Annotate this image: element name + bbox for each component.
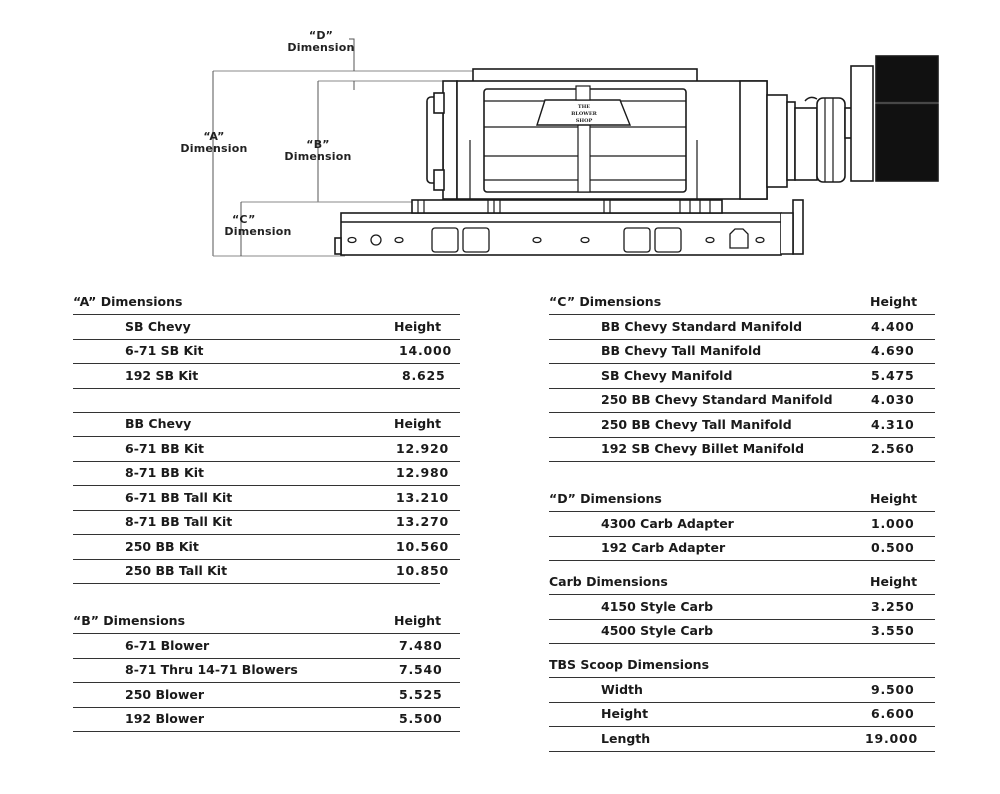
dimension-c-label: “C” Dimension [224,213,292,238]
tbs-scoop-title-row [549,653,935,678]
table-row: SB Chevy Manifold 5.475 [549,364,935,389]
dimension-b-label: “B” Dimension [284,138,352,163]
a-dimensions-table [73,290,460,590]
drive-pulley-lower [876,104,938,181]
svg-text:THE: THE [577,104,591,110]
table-row: BB Chevy Tall Manifold 4.690 [549,339,935,364]
drive-pulley-upper [876,56,938,102]
height-column-header: Height [394,416,442,431]
d-dimensions-title: “D” Dimensions [549,491,662,506]
sb-chevy-header-row [73,315,460,340]
manifold-base [341,213,781,255]
table-row: 4500 Style Carb 3.550 [549,619,935,644]
intake-port [432,228,458,252]
blower-front-plate [443,81,457,199]
intake-port [624,228,650,252]
manifold-end-plate [793,200,803,254]
table-row: 6-71 BB Kit 12.920 [73,437,460,462]
intake-port [655,228,681,252]
height-column-header: Height [394,318,442,334]
height-column-header: Height [394,613,442,628]
spacer-plate [412,200,722,213]
svg-text:SHOP: SHOP [575,118,593,124]
carb-dimensions-table [549,570,935,645]
table-row: BB Chevy Standard Manifold 4.400 [549,315,935,340]
table-row: 6-71 SB Kit 14.000 [73,339,460,364]
sb-chevy-header: SB Chevy [125,318,191,334]
svg-text:BLOWER: BLOWER [571,111,597,117]
blower-side-view-drawing [0,0,1000,270]
height-column-header: Height [870,294,918,309]
blower-rear-plate [740,81,767,199]
table-row: Length 19.000 [549,727,935,752]
idler-pulley [817,98,845,182]
carb-dimensions-title: Carb Dimensions [549,574,668,589]
height-column-header: Height [870,491,918,506]
table-row: 250 Blower 5.525 [73,683,460,708]
a-dimensions-title-row [73,290,460,315]
table-row: 8-71 BB Tall Kit 13.270 [73,510,460,535]
c-dimensions-title: “C” Dimensions [549,294,662,309]
table-row: 250 BB Kit 10.560 [73,535,460,560]
table-row: Height 6.600 [549,702,935,727]
tbs-scoop-dimensions-table [549,653,935,753]
d-dimensions-table [549,487,935,562]
b-dimensions-title: “B” Dimensions [73,613,186,628]
table-row: 250 BB Chevy Standard Manifold 4.030 [549,388,935,413]
table-row: 8-71 BB Kit 12.980 [73,461,460,486]
c-dimensions-title-row [549,290,935,315]
table-row: 192 Blower 5.500 [73,707,460,732]
table-row: 192 SB Chevy Billet Manifold 2.560 [549,437,935,462]
table-row: 192 SB Kit 8.625 [73,364,460,389]
b-dimensions-table [73,609,460,734]
table-row: 250 BB Tall Kit 10.850 [73,559,440,584]
b-dimensions-title-row [73,609,460,634]
carb-dimensions-title-row [549,570,935,595]
a-dimensions-title: “A” Dimensions [73,294,183,309]
c-dimensions-table [549,290,935,462]
table-row: 6-71 Blower 7.480 [73,634,460,659]
table-row: 6-71 BB Tall Kit 13.210 [73,486,460,511]
table-row: 250 BB Chevy Tall Manifold 4.310 [549,413,935,438]
table-row: 4300 Carb Adapter 1.000 [549,512,935,537]
bb-chevy-header: BB Chevy [125,416,192,431]
d-dimensions-title-row [549,487,935,512]
height-column-header: Height [870,574,918,589]
blower-snout [767,95,787,187]
table-row: Width 9.500 [549,678,935,703]
dimension-d-label: “D” Dimension [287,29,355,54]
table-row: 8-71 Thru 14-71 Blowers 7.540 [73,658,460,683]
dimension-a-label: “A” Dimension [180,130,248,155]
table-row: 4150 Style Carb 3.250 [549,595,935,620]
tbs-scoop-title: TBS Scoop Dimensions [549,657,710,672]
table-row: 192 Carb Adapter 0.500 [549,536,935,561]
bb-chevy-header-row [73,412,460,437]
intake-port [463,228,489,252]
